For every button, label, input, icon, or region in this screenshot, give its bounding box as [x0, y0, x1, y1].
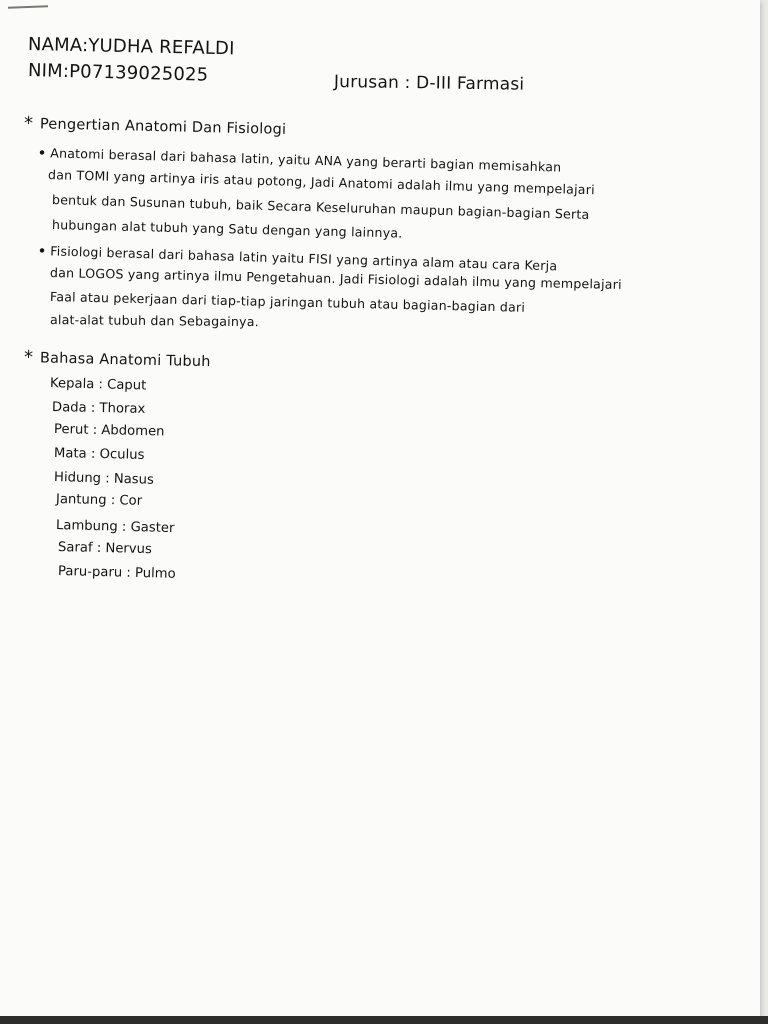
list-item: Dada : Thorax [51, 400, 146, 417]
asterisk-icon: * [23, 113, 34, 135]
line-text: Anatomi berasal dari bahasa latin, yaitu ANA yang berarti bagian memisahkan [50, 145, 562, 175]
line-text: Fisiologi berasal dari bahasa latin yaitu FISI yang artinya alam atau cara Kerja [50, 243, 558, 274]
paragraph-line: bentuk dan Susunan tubuh, baik Secara Keseluruhan maupun bagian-bagian Serta [51, 192, 590, 223]
bullet-icon: • [37, 243, 47, 259]
section-heading-anatomy-terms [24, 346, 211, 371]
list-item: Mata : Oculus [53, 446, 145, 463]
pen-mark [8, 5, 48, 8]
asterisk-icon: * [23, 347, 34, 369]
bullet-icon: • [37, 145, 47, 161]
list-item: Kepala : Caput [49, 376, 147, 394]
paragraph-line: dan LOGOS yang artinya ilmu Pengetahuan. Jadi Fisiologi adalah ilmu yang mempelajari [49, 265, 622, 292]
student-name: NAMA:YUDHA REFALDI [27, 34, 235, 60]
department: Jurusan : D-III Farmasi [333, 72, 525, 95]
paragraph-line: alat-alat tubuh dan Sebagainya. [49, 312, 259, 330]
list-item: Jantung : Cor [55, 492, 143, 509]
paragraph-line: Faal atau pekerjaan dari tiap-tiap jaringan tubuh atau bagian-bagian dari [49, 289, 526, 315]
section-heading-definition [24, 112, 287, 139]
section-title: Bahasa Anatomi Tubuh [39, 350, 211, 371]
list-item: Hidung : Nasus [53, 470, 155, 488]
student-nim: NIM:P07139025025 [27, 60, 209, 86]
paragraph-line: dan TOMI yang artinya iris atau potong, Jadi Anatomi adalah ilmu yang mempelajari [47, 167, 595, 198]
list-item: Perut : Abdomen [53, 422, 165, 440]
section-title: Pengertian Anatomi Dan Fisiologi [39, 116, 287, 138]
list-item: Paru-paru : Pulmo [57, 564, 176, 582]
paragraph-line: hubungan alat tubuh yang Satu dengan yang lainnya. [51, 217, 403, 241]
page-bottom-edge [0, 1016, 768, 1024]
list-item: Lambung : Gaster [55, 518, 175, 537]
list-item: Saraf : Nervus [57, 540, 153, 558]
